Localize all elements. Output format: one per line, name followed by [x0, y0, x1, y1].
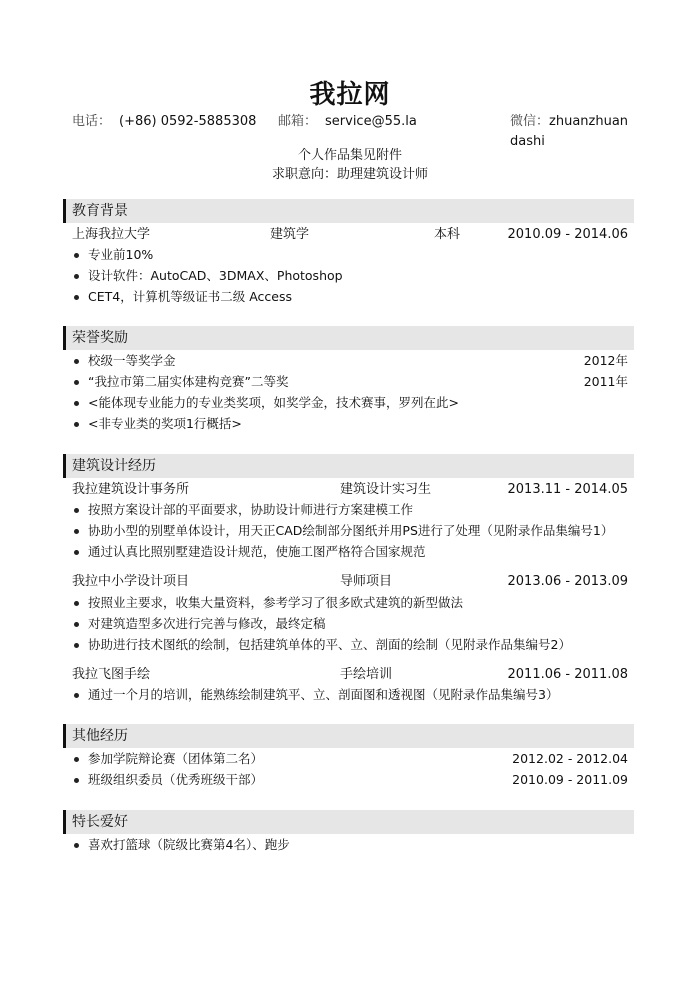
list-item: <非专业类的奖项1行概括> [88, 414, 628, 434]
bullet-icon [74, 843, 79, 848]
bullet-icon [74, 422, 79, 427]
job-objective: 求职意向：助理建筑设计师 [271, 167, 428, 182]
list-item: 专业前10% [88, 245, 628, 265]
section-title: 建筑设计经历 [72, 458, 156, 474]
organization: 我拉建筑设计事务所 [72, 482, 190, 497]
list-item: 通过认真比照别墅建造设计规范，使施工图严格符合国家规范 [88, 542, 628, 562]
bullet-icon [74, 757, 79, 762]
bullet-icon [74, 550, 79, 555]
experience-row [72, 572, 628, 592]
contact-email [278, 112, 417, 132]
candidate-name: 我拉网 [309, 80, 391, 110]
list-item: 班级组织委员（优秀班级干部） 2010.09 - 2011.09 [88, 770, 628, 790]
portfolio-note: 个人作品集见附件 [297, 148, 402, 163]
experience-dates: 2013.06 - 2013.09 [507, 574, 628, 589]
email-value[interactable]: service@55.la [325, 114, 417, 129]
role: 导师项目 [340, 574, 393, 589]
organization: 我拉中小学设计项目 [72, 574, 190, 589]
experience-dates: 2011.06 - 2011.08 [507, 667, 628, 682]
section-honors-header [63, 326, 634, 350]
experience-row [72, 480, 628, 500]
bullet-icon [74, 601, 79, 606]
bullet-icon [74, 693, 79, 698]
section-hobbies-header [63, 810, 634, 834]
section-other-header [63, 724, 634, 748]
list-item: 按照业主要求，收集大量资料，参考学习了很多欧式建筑的新型做法 [88, 593, 628, 613]
list-item: 通过一个月的培训，能熟练绘制建筑平、立、剖面图和透视图（见附录作品集编号3） [88, 685, 628, 705]
section-title: 教育背景 [72, 203, 128, 219]
list-item: 按照方案设计部的平面要求，协助设计师进行方案建模工作 [88, 500, 628, 520]
school-name: 上海我拉大学 [72, 227, 151, 242]
bullet-icon [74, 778, 79, 783]
email-label: 邮箱： [278, 114, 318, 129]
section-title: 其他经历 [72, 728, 128, 744]
phone-value: (+86) 0592-5885308 [119, 114, 257, 129]
bullet-icon [74, 622, 79, 627]
bullet-icon [74, 643, 79, 648]
list-item: “我拉市第二届实体建构竞赛”二等奖 2011年 [88, 372, 628, 392]
wechat-label: 微信： [510, 114, 550, 129]
bullet-icon [74, 295, 79, 300]
bullet-icon [74, 359, 79, 364]
list-item: 对建筑造型多次进行完善与修改，最终定稿 [88, 614, 628, 634]
contact-phone [72, 112, 256, 132]
major: 建筑学 [270, 227, 310, 242]
role: 建筑设计实习生 [340, 482, 432, 497]
section-title: 荣誉奖励 [72, 330, 128, 346]
bullet-icon [74, 401, 79, 406]
wechat-value: zhuanzhuandashi [510, 114, 629, 149]
list-item: 喜欢打篮球（院级比赛第4名）、跑步 [88, 835, 628, 855]
bullet-icon [74, 274, 79, 279]
bullet-icon [74, 529, 79, 534]
bullet-icon [74, 508, 79, 513]
section-education-header [63, 199, 634, 223]
section-experience-header [63, 454, 634, 478]
section-title: 特长爱好 [72, 814, 128, 830]
list-item: 校级一等奖学金 2012年 [88, 351, 628, 371]
organization: 我拉飞图手绘 [72, 667, 151, 682]
role: 手绘培训 [340, 667, 393, 682]
list-item: 协助进行技术图纸的绘制，包括建筑单体的平、立、剖面的绘制（见附录作品集编号2） [88, 635, 628, 655]
bullet-icon [74, 253, 79, 258]
contact-wechat [510, 112, 634, 152]
list-item: 参加学院辩论赛（团体第二名） 2012.02 - 2012.04 [88, 749, 628, 769]
list-item: <能体现专业能力的专业类奖项，如奖学金，技术赛事，罗列在此> [88, 393, 628, 413]
bullet-icon [74, 380, 79, 385]
list-item: CET4，计算机等级证书二级 Access [88, 287, 628, 307]
experience-row [72, 665, 628, 685]
phone-label: 电话： [72, 114, 112, 129]
list-item: 协助小型的别墅单体设计，用天正CAD绘制部分图纸并用PS进行了处理（见附录作品集编号1） [88, 521, 628, 541]
experience-dates: 2013.11 - 2014.05 [507, 482, 628, 497]
education-dates: 2010.09 - 2014.06 [507, 227, 628, 242]
list-item: 设计软件：AutoCAD、3DMAX、Photoshop [88, 266, 628, 286]
education-row [72, 225, 628, 245]
degree: 本科 [434, 227, 461, 242]
